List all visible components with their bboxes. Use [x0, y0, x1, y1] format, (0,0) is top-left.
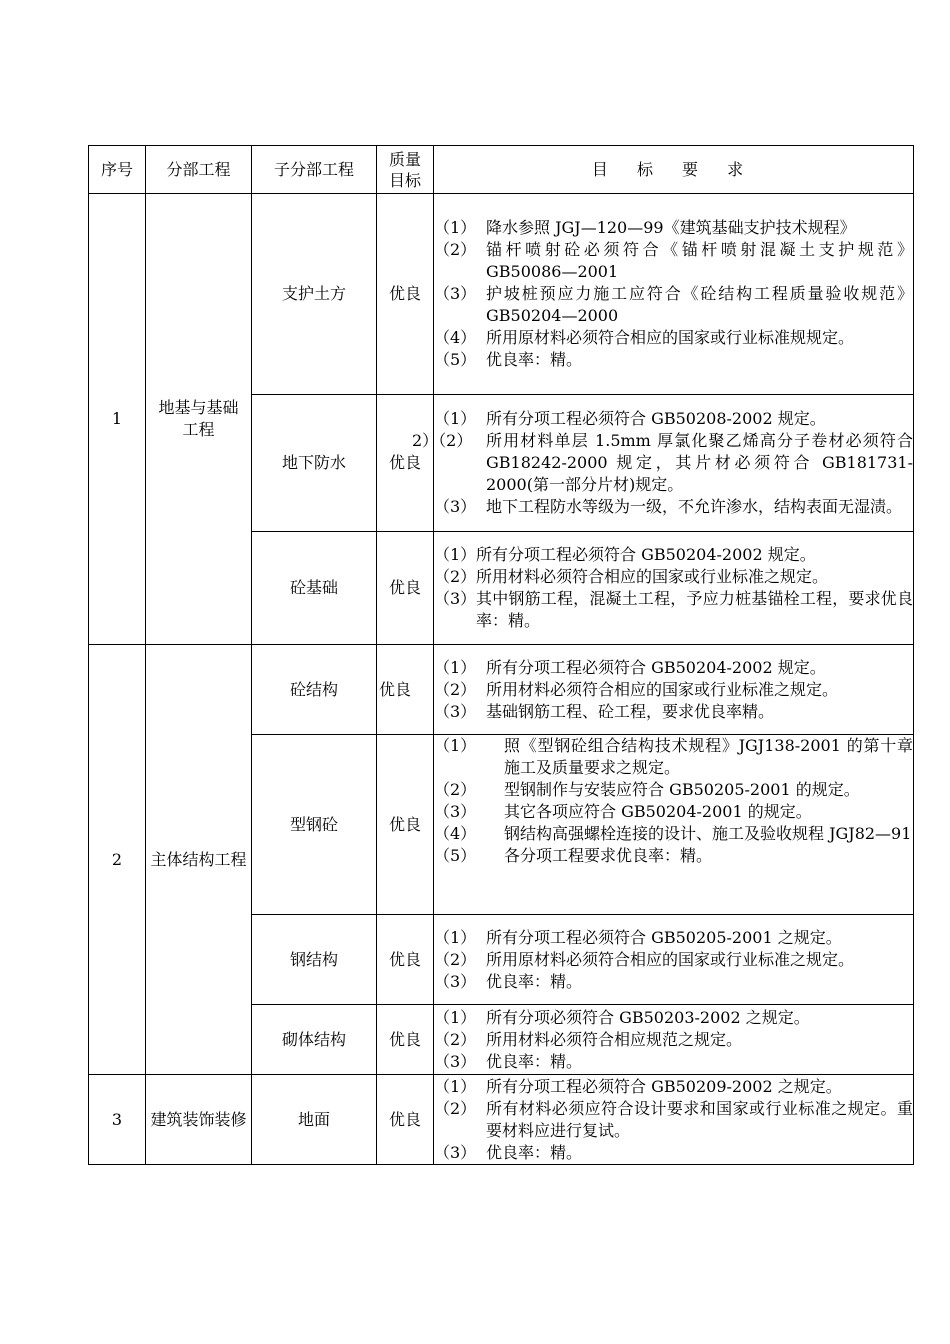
subdivision-cell: 钢结构 [252, 915, 377, 1005]
requirement-item: （3） 其它各项应符合 GB50204-2001 的规定。 [434, 802, 812, 821]
requirement-item: （3） 基础钢筋工程、砼工程，要求优良率精。 [434, 701, 775, 721]
requirements-cell [434, 915, 914, 1005]
header-seq: 序号 [89, 146, 146, 194]
table-row [89, 1075, 914, 1165]
requirement-item: （3） 护坡桩预应力施工应符合《砼结构工程质量验收规范》GB50204—2000 [434, 284, 913, 325]
quality-target-table [88, 145, 914, 1165]
requirement-item: （4） 钢结构高强螺栓连接的设计、施工及验收规程 JGJ82—91 [434, 824, 912, 843]
requirement-item: （1） 所有分项必须符合 GB50203-2002 之规定。 [434, 1007, 810, 1027]
header-row [89, 146, 914, 194]
header-target: 质量目标 [377, 146, 434, 194]
requirement-item: （3） 优良率：精。 [434, 1051, 583, 1071]
header-division: 分部工程 [146, 146, 252, 194]
requirement-item: （2） 所用材料必须符合相应的国家或行业标准之规定。 [434, 567, 829, 586]
requirement-item: （1） 照《型钢砼组合结构技术规程》JGJ138-2001 的第十章施工及质量要求之规定。 [434, 736, 913, 777]
requirement-item: 2）（2） 所用材料单层 1.5mm 厚氯化聚乙烯高分子卷材必须符合 GB18242-2000 规定，其片材必须符合 GB181731-2000(第一部分片材)规定。 [412, 431, 913, 494]
target-cell: 优良 [377, 1005, 434, 1075]
requirement-item: （2） 所用材料必须符合相应的国家或行业标准之规定。 [434, 679, 839, 699]
requirement-item: （1） 所有分项工程必须符合 GB50204-2002 规定。 [434, 545, 816, 564]
requirements-cell [434, 735, 914, 915]
requirement-item: （2） 所用材料必须符合相应规范之规定。 [434, 1029, 743, 1049]
requirements-cell [434, 194, 914, 395]
subdivision-cell: 支护土方 [252, 194, 377, 395]
section-seq: 1 [89, 194, 146, 645]
requirement-item: （5） 优良率：精。 [434, 350, 583, 369]
subdivision-cell: 砼基础 [252, 532, 377, 645]
requirement-item: （3） 其中钢筋工程，混凝土工程，予应力桩基锚栓工程，要求优良率：精。 [434, 589, 913, 630]
table-row [89, 645, 914, 735]
section-seq: 2 [89, 645, 146, 1075]
requirement-item: （3） 优良率：精。 [434, 971, 583, 991]
target-cell: 优良 [377, 194, 434, 395]
requirement-item: （1） 所有分项工程必须符合 GB50205-2001 之规定。 [434, 927, 842, 947]
requirement-item: （2） 型钢制作与安装应符合 GB50205-2001 的规定。 [434, 780, 860, 799]
header-subdivision: 子分部工程 [252, 146, 377, 194]
subdivision-cell: 型钢砼 [252, 735, 377, 915]
requirement-item: （4） 所用原材料必须符合相应的国家或行业标准规规定。 [434, 328, 855, 347]
subdivision-cell: 砼结构 [252, 645, 377, 735]
requirements-cell [434, 1005, 914, 1075]
requirements-cell [434, 645, 914, 735]
requirement-item: （3） 优良率：精。 [434, 1142, 583, 1162]
table-row [89, 194, 914, 395]
section-division: 建筑装饰装修 [146, 1075, 252, 1165]
requirement-item: （2） 所用原材料必须符合相应的国家或行业标准之规定。 [434, 949, 855, 969]
target-cell: 优良 [377, 735, 434, 915]
target-cell: 优良 [377, 532, 434, 645]
requirement-item: （1） 降水参照 JGJ—120—99《建筑基础支护技术规程》 [434, 218, 856, 237]
section-division: 主体结构工程 [146, 645, 252, 1075]
subdivision-cell: 地面 [252, 1075, 377, 1165]
target-cell: 优良 [377, 915, 434, 1005]
requirement-item: （5） 各分项工程要求优良率：精。 [434, 846, 713, 865]
target-cell: 优良 [377, 645, 434, 735]
requirement-item: （3） 地下工程防水等级为一级，不允许渗水，结构表面无湿渍。 [434, 497, 903, 516]
requirement-item: （2） 所有材料必须应符合设计要求和国家或行业标准之规定。重要材料应进行复试。 [434, 1098, 913, 1140]
subdivision-cell: 砌体结构 [252, 1005, 377, 1075]
header-requirements: 目 标 要 求 [434, 146, 914, 194]
target-cell: 优良 [377, 395, 434, 532]
section-division: 地基与基础工程 [146, 194, 252, 645]
requirements-cell [434, 532, 914, 645]
requirements-cell [412, 395, 914, 532]
subdivision-cell: 地下防水 [252, 395, 377, 532]
section-seq: 3 [89, 1075, 146, 1165]
requirement-item: （2） 锚杆喷射砼必须符合《锚杆喷射混凝土支护规范》GB50086—2001 [434, 240, 913, 281]
requirement-item: （1） 所有分项工程必须符合 GB50209-2002 之规定。 [434, 1076, 842, 1096]
requirement-item: （1） 所有分项工程必须符合 GB50208-2002 规定。 [434, 409, 826, 428]
requirement-item: （1） 所有分项工程必须符合 GB50204-2002 规定。 [434, 657, 826, 677]
target-cell: 优良 [377, 1075, 434, 1165]
requirements-cell [434, 1075, 914, 1165]
